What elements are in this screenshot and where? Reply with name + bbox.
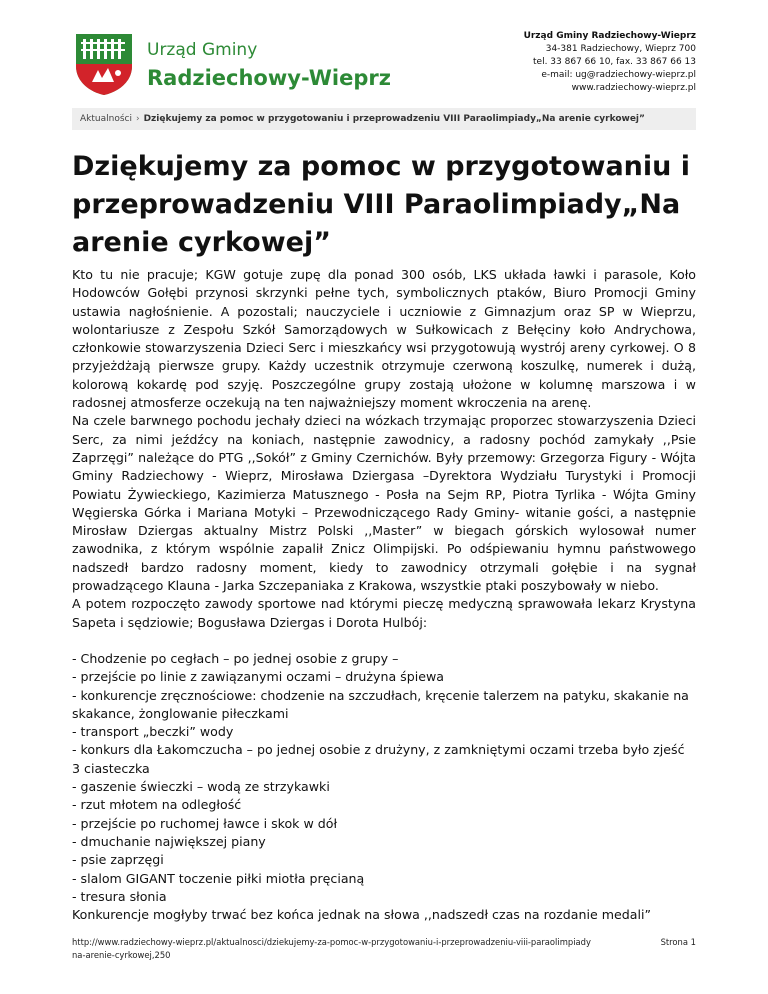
contact-email[interactable]: e-mail: ug@radziechowy-wieprz.pl	[541, 70, 696, 80]
list-item: - konkurs dla Łakomczucha – po jednej osobie z drużyny, z zamkniętymi oczami trzeba było zjeść 3 ciasteczka	[72, 742, 685, 776]
list-item: - przejście po ruchomej ławce i skok w dół	[72, 815, 338, 831]
breadcrumb-current: Dziękujemy za pomoc w przygotowaniu i przeprowadzeniu VIII Paraolimpiady„Na arenie cyrkowej”	[143, 114, 645, 124]
article-closing-line: Konkurencje mogłyby trwać bez końca jednak na słowa ,,nadszedł czas na rozdanie medali”	[72, 907, 651, 923]
contact-address: 34-381 Radziechowy, Wieprz 700	[545, 44, 696, 54]
article-body	[72, 266, 696, 924]
contact-org-name: Urząd Gminy Radziechowy-Wieprz	[523, 31, 696, 41]
page-header	[72, 30, 696, 96]
list-item: - konkurencje zręcznościowe: chodzenie na szczudłach, kręcenie talerzem na patyku, skakanie na skakance, żonglowanie piłeczkami	[72, 687, 689, 721]
breadcrumb	[72, 108, 696, 130]
contact-phone: tel. 33 867 66 10, fax. 33 867 66 13	[533, 57, 696, 67]
list-item: - Chodzenie po cegłach – po jednej osobie z grupy –	[72, 650, 399, 666]
article-paragraph: Na czele barwnego pochodu jechały dzieci na wózkach trzymając proporzec stowarzyszenia Dzieci Serc, za nimi jeźdźcy na koniach, następnie zawodnicy, a radosny pochód zamykały ,,Psie Zaprzęgi” należące do PTG ,,Sokół” z Gminy Czernichów. Były przemowy: Grzegorza Figury - Wójta Gminy Radziechowy - Wieprz, Mirosława Dziergasa –Dyrektora Wydziału Turystyki i Promocji Powiatu Żywieckiego, Kazimierza Matusznego - Posła na Sejm RP, Piotra Tyrlika - Wójta Gminy Węgierska Górka i Mariana Motyki – Przewodniczącego Rady Gminy- witanie gości, a następnie Mirosław Dziergas aktualny Mistrz Polski ,,Master” w biegach górskich wylosował numer zawodnika, z którym wspólnie zapalił Znicz Olimpijski. Po odśpiewaniu hymnu państwowego nadszedł bardzo radosny moment, kiedy to zawodnicy otrzymali gołębie i na sygnał prowadzącego Klauna - Jarka Szczepaniaka z Krakowa, wszystkie ptaki poszybowały w niebo.	[72, 413, 696, 594]
list-item: - gaszenie świeczki – wodą ze strzykawki	[72, 779, 330, 795]
list-item: - psie zaprzęgi	[72, 852, 164, 868]
breadcrumb-separator: ›	[135, 114, 140, 124]
list-item: - przejście po linie z zawiązanymi oczami – drużyna śpiewa	[72, 669, 445, 685]
list-item: - tresura słonia	[72, 888, 167, 904]
brand-name-line1: Urząd Gminy	[147, 40, 258, 60]
list-item: - transport „beczki” wody	[72, 724, 234, 740]
footer-page-number: Strona 1	[660, 937, 696, 947]
brand-name-line2: Radziechowy-Wieprz	[147, 66, 391, 90]
article-paragraph: A potem rozpoczęto zawody sportowe nad którymi pieczę medyczną sprawowała lekarz Krystyna Sapeta i sędziowie; Bogusława Dziergas i Dorota Hulbój:	[72, 596, 696, 630]
municipality-crest-logo	[72, 32, 136, 96]
contact-website[interactable]: www.radziechowy-wieprz.pl	[571, 83, 696, 93]
list-item: - rzut młotem na odległość	[72, 797, 242, 813]
list-item: - slalom GIGANT toczenie piłki miotła pręcianą	[72, 870, 365, 886]
list-item: - dmuchanie największej piany	[72, 833, 266, 849]
competition-list	[72, 650, 696, 906]
paragraph-spacer	[72, 632, 696, 650]
page-footer	[72, 936, 696, 962]
contact-block	[524, 30, 696, 95]
breadcrumb-parent-link[interactable]: Aktualności	[80, 114, 132, 124]
footer-url[interactable]: http://www.radziechowy-wieprz.pl/aktualnosci/dziekujemy-za-pomoc-w-przygotowaniu-i-przeprowadzeniu-viii-paraolimpiadyna-arenie-cyrkowej,250	[72, 937, 591, 960]
article-title: Dziękujemy za pomoc w przygotowaniu i przeprowadzeniu VIII Paraolimpiady„Na arenie cyrkowej”	[72, 151, 691, 258]
article-paragraph: Kto tu nie pracuje; KGW gotuje zupę dla ponad 300 osób, LKS układa ławki i parasole, Koło Hodowców Gołębi przynosi skrzynki pełne tych, symbolicznych ptaków, Biuro Promocji Gminy ustawia nagłośnienie. A pozostali; nauczyciele i uczniowie z Gimnazjum oraz SP w Wieprzu, wolontariusze z Zespołu Szkół Samorządowych w Sułkowicach z Bełęciny koło Andrychowa, członkowie stowarzyszenia Dzieci Serc i mieszkańcy wsi przygotowują wystrój areny cyrkowej. O 8 przyjeżdżają pierwsze grupy. Każdy uczestnik otrzymuje czerwoną koszulkę, numerek i dużą, kolorową kokardę pod szyję. Poszczególne grupy zostają ułożone w kolumnę marszowa i w radosnej atmosferze oczekują na ten najważniejszy moment wkroczenia na arenę.	[72, 267, 696, 411]
